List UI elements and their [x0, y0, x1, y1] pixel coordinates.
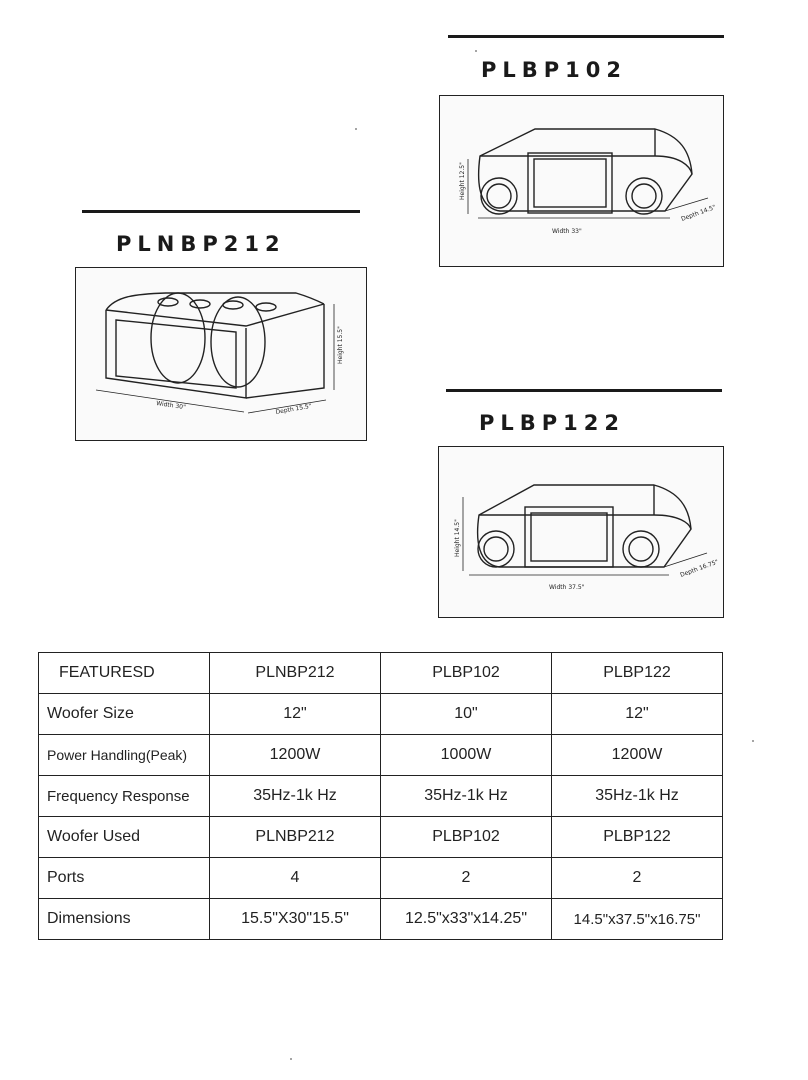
plbp122-width-label: Width 37.5" — [549, 584, 585, 591]
cell-value: 4 — [210, 858, 381, 899]
plbp102-depth-label: Depth 14.5" — [680, 203, 717, 223]
cell-value: 10" — [381, 694, 552, 735]
cell-value: 12" — [210, 694, 381, 735]
plbp102-drawing — [439, 95, 724, 267]
plnbp212-drawing — [75, 267, 367, 441]
header-plbp102: PLBP102 — [381, 653, 552, 694]
plnbp212-title: PLNBP212 — [116, 232, 286, 256]
plbp102-width-label: Width 33" — [552, 228, 582, 235]
table-row-woofer-used — [39, 817, 723, 858]
cell-value: 14.5"x37.5"x16.75" — [552, 899, 723, 940]
plnbp212-rule — [82, 210, 360, 213]
header-features: FEATURESD — [39, 653, 210, 694]
cell-value: 12.5"x33"x14.25" — [381, 899, 552, 940]
scan-speck — [290, 1058, 292, 1060]
cell-value: PLBP122 — [552, 817, 723, 858]
cell-value: 12" — [552, 694, 723, 735]
table-row-dimensions — [39, 899, 723, 940]
cell-value: 15.5"X30"15.5" — [210, 899, 381, 940]
header-plbp122: PLBP122 — [552, 653, 723, 694]
scan-speck — [355, 128, 357, 130]
table-header-row — [39, 653, 723, 694]
row-label: Ports — [39, 858, 210, 899]
plbp102-rule — [448, 35, 724, 38]
row-label: Woofer Used — [39, 817, 210, 858]
cell-value: 35Hz-1k Hz — [210, 776, 381, 817]
scan-speck — [475, 50, 477, 52]
plbp122-depth-label: Depth 16.75" — [679, 558, 720, 579]
spec-table — [38, 652, 723, 940]
cell-value: 1000W — [381, 735, 552, 776]
scan-speck — [752, 740, 754, 742]
cell-value: 1200W — [210, 735, 381, 776]
row-label: Woofer Size — [39, 694, 210, 735]
plbp102-title: PLBP102 — [481, 58, 628, 82]
cell-value: 1200W — [552, 735, 723, 776]
plnbp212-width-label: Width 30" — [155, 400, 187, 412]
plbp102-height-label: Height 12.5" — [459, 162, 466, 200]
cell-value: 35Hz-1k Hz — [552, 776, 723, 817]
plbp122-height-label: Height 14.5" — [454, 519, 461, 557]
cell-value: PLNBP212 — [210, 817, 381, 858]
header-plnbp212: PLNBP212 — [210, 653, 381, 694]
table-row-power-handling — [39, 735, 723, 776]
table-row-ports — [39, 858, 723, 899]
plbp122-title: PLBP122 — [479, 411, 626, 435]
row-label: Frequency Response — [39, 776, 210, 817]
cell-value: 2 — [552, 858, 723, 899]
cell-value: PLBP102 — [381, 817, 552, 858]
cell-value: 2 — [381, 858, 552, 899]
cell-value: 35Hz-1k Hz — [381, 776, 552, 817]
plnbp212-height-label: Height 15.5" — [337, 326, 344, 364]
row-label: Power Handling(Peak) — [39, 735, 210, 776]
row-label: Dimensions — [39, 899, 210, 940]
table-row-woofer-size — [39, 694, 723, 735]
plbp122-drawing — [438, 446, 724, 618]
table-row-frequency-response — [39, 776, 723, 817]
plbp122-rule — [446, 389, 722, 392]
plnbp212-depth-label: Depth 15.5" — [275, 402, 313, 416]
